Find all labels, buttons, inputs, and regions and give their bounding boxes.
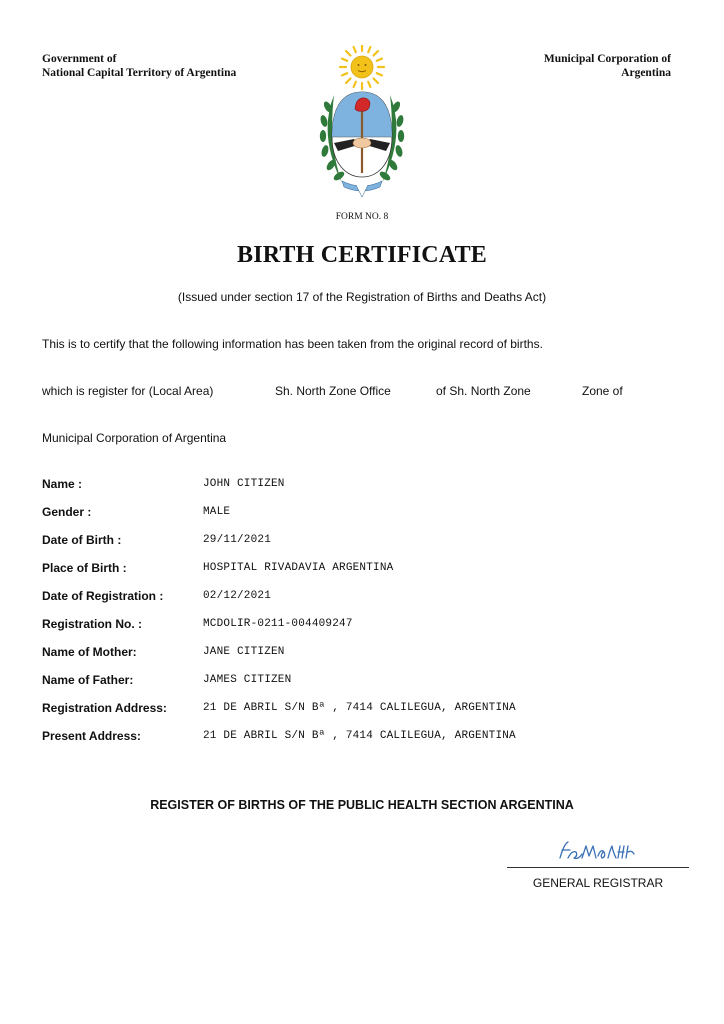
field-value: HOSPITAL RIVADAVIA ARGENTINA: [203, 562, 394, 574]
signature-line: [507, 867, 689, 868]
zone-of-label: Zone of: [582, 384, 623, 398]
field-label: Place of Birth :: [42, 561, 127, 575]
local-area-office: Sh. North Zone Office: [275, 384, 391, 398]
certificate-title: BIRTH CERTIFICATE: [237, 242, 487, 268]
shield-icon: [332, 92, 392, 177]
field-label: Name :: [42, 477, 83, 491]
field-value: 29/11/2021: [203, 534, 272, 546]
issued-under-text: (Issued under section 17 of the Registration of Births and Deaths Act): [177, 290, 547, 304]
field-value: MALE: [203, 506, 231, 518]
local-area-label: which is register for (Local Area): [42, 384, 214, 398]
local-area-zone: of Sh. North Zone: [436, 384, 531, 398]
field-value: 02/12/2021: [203, 590, 272, 602]
government-line-2: National Capital Territory of Argentina: [42, 67, 237, 79]
field-label: Present Address:: [42, 729, 141, 743]
coat-of-arms-emblem: [312, 45, 412, 200]
general-registrar-label: GENERAL REGISTRAR: [532, 876, 664, 890]
field-label: Registration No. :: [42, 617, 143, 631]
ribbon-icon: [342, 181, 382, 197]
municipal-corporation-line: Municipal Corporation of Argentina: [42, 431, 227, 445]
certify-statement: This is to certify that the following information has been taken from the original record of births.: [42, 337, 543, 351]
field-value: 21 DE ABRIL S/N Bª , 7414 CALILEGUA, ARGENTINA: [203, 702, 516, 714]
register-of-births-heading: REGISTER OF BIRTHS OF THE PUBLIC HEALTH SECTION ARGENTINA: [150, 798, 574, 812]
municipal-line-1: Municipal Corporation of: [543, 53, 671, 65]
form-number: FORM NO. 8: [335, 212, 389, 222]
field-label: Name of Father:: [42, 673, 134, 687]
field-value: 21 DE ABRIL S/N Bª , 7414 CALILEGUA, ARGENTINA: [203, 730, 516, 742]
sun-icon: [340, 45, 384, 89]
government-header: [42, 52, 236, 80]
registrar-signature: [556, 838, 640, 864]
field-label: Registration Address:: [42, 701, 167, 715]
field-value: JAMES CITIZEN: [203, 674, 292, 686]
field-label: Date of Registration :: [42, 589, 164, 603]
field-label: Name of Mother:: [42, 645, 137, 659]
field-value: JOHN CITIZEN: [203, 478, 285, 490]
municipal-header: [544, 52, 671, 80]
field-value: JANE CITIZEN: [203, 646, 285, 658]
government-line-1: Government of: [42, 53, 117, 65]
municipal-line-2: Argentina: [621, 67, 671, 79]
field-value: MCDOLIR-0211-004409247: [203, 618, 353, 630]
field-label: Gender :: [42, 505, 92, 519]
field-label: Date of Birth :: [42, 533, 122, 547]
